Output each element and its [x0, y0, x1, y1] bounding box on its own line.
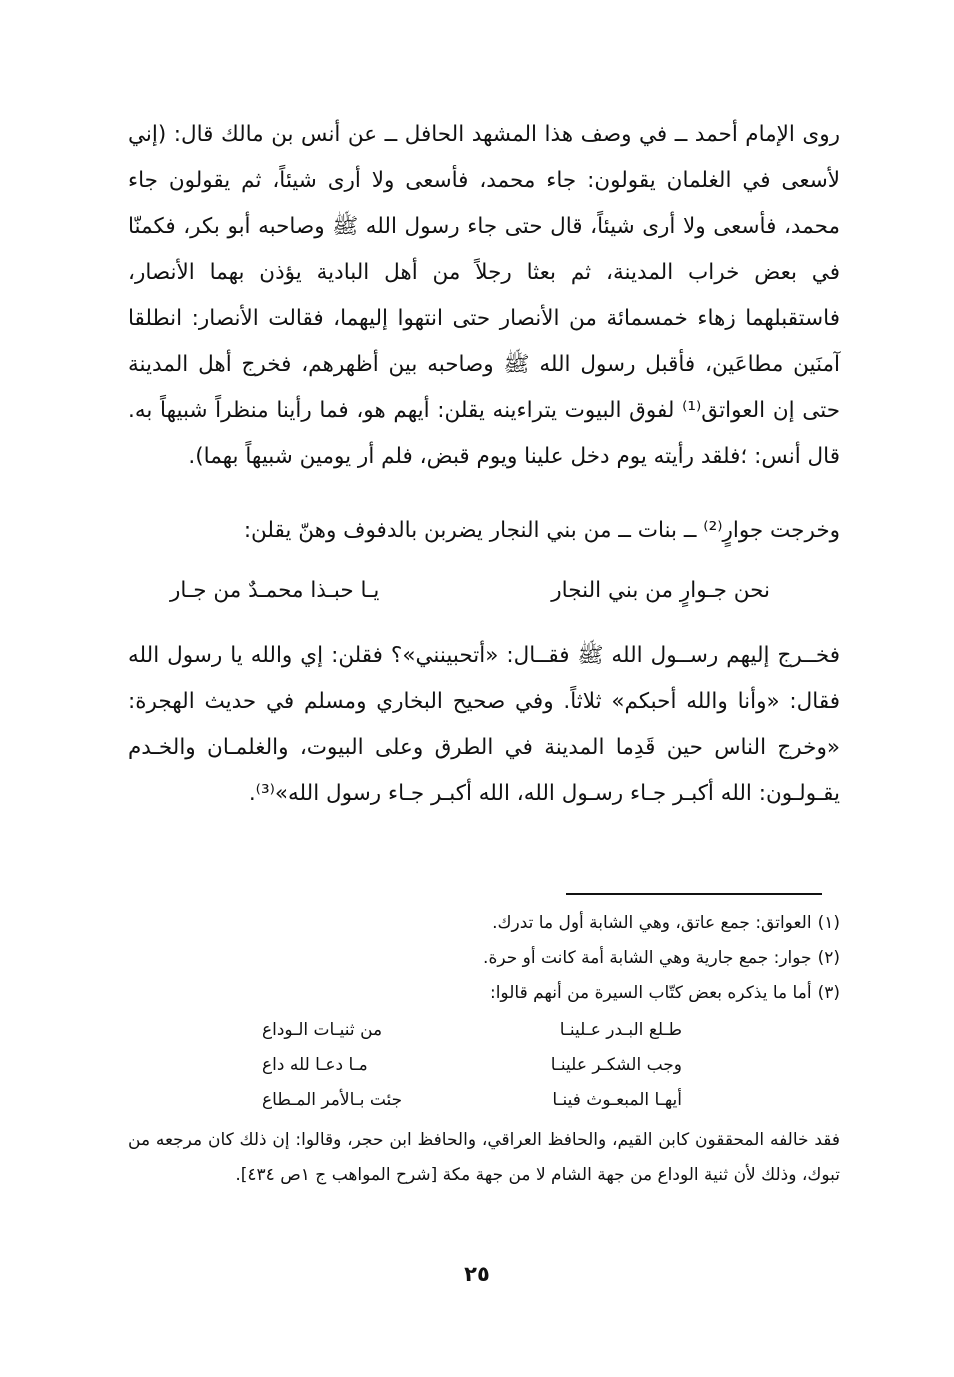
footnote-1-text: العواتق: جمع عاتق، وهي الشابة أول ما تدرك. — [492, 913, 812, 933]
footnote-1-number: (١) — [817, 913, 840, 933]
paragraph-prophet-response: فخــرج إليهم رســول الله ﷺ فقــال: «أتحبينني»؟ فقلن: إي والله يا رسول الله فقال: «وأنا والله أحبكم» ثلاثاً. وفي صحيح البخاري ومسلم في حديث الهجرة: «وخرج الناس حين قَدِما المدينة في الطرق وعلى البيوت، والغلمـان والخـدم يقـولـون: الله أكبـر جـاء رسـول الله، الله أكبـر جـاء رسول الله»⁽³⁾. — [128, 643, 840, 806]
paragraph-anas-narration: روى الإمام أحمد ــ في وصف هذا المشهد الحافل ــ عن أنس بن مالك قال: (إني لأسعى في الغلمان يقولون: جاء محمد، فأسعى ولا أرى شيئاً، ثم يقولون جاء محمد، فأسعى ولا أرى شيئاً، قال حتى جاء رسول الله ﷺ وصاحبه أبو بكر، فكمنّا في بعض خراب المدينة، ثم بعثا رجلاً من أهل البادية يؤذن بهما الأنصار، فاستقبلهما زهاء خمسمائة من الأنصار حتى انتهوا إليهما، فقالت الأنصار: انطلقا آمنَين مطاعَين، فأقبل رسول الله ﷺ وصاحبه بين أظهرهم، فخرج أهل المدينة حتى إن العواتق⁽¹⁾ لفوق البيوت يتراءينه يقلن: أيهم هو، فما رأينا منظراً شبيهاً به. قال أنس: ؛فلقد رأيته يوم دخل علينا ويوم قبض، فلم أر يومين شبيهاً بهما). — [128, 122, 840, 469]
footnote-2 — [128, 941, 840, 976]
footnote-verse-first-half: طـلع البـدر عـلينـا — [559, 1020, 682, 1040]
paragraph-girls-of-najjar: وخرجت جوارٍ⁽²⁾ ــ بنات ــ من بني النجار يضربن بالدفوف وهنّ يقلن: — [243, 518, 840, 543]
footnote-verse-first-half: وجب الشكـر علينـا — [550, 1055, 682, 1075]
verse-second-half: يـا حبـذا محمـدٌ من جـار — [170, 578, 380, 603]
footnote-verse-second-half: مـا دعـا لله داع — [262, 1055, 368, 1075]
footnote-1 — [128, 906, 840, 941]
footnote-3-continuation: فقد خالفه المحققون كابن القيم، والحافظ العراقي، والحافظ ابن حجر، وقالوا: إن ذلك كان مرجعه من تبوك، وذلك لأن ثنية الوداع من جهة الشام لا من جهة مكة [شرح المواهب ج ١ص ٤٣٤]. — [128, 1130, 840, 1185]
poem-verse — [170, 568, 770, 614]
footnote-poem — [262, 1013, 682, 1118]
footnote-verse — [262, 1083, 682, 1118]
footnote-3 — [128, 976, 840, 1011]
footnote-separator — [566, 893, 822, 895]
page-number: ٢٥ — [464, 1262, 490, 1286]
footnote-verse — [262, 1013, 682, 1048]
footnote-verse-first-half: أيهـا المبعـوث فينـا — [552, 1090, 682, 1110]
footnote-2-number: (٢) — [817, 948, 840, 968]
footnote-3-text: أما ما يذكره بعض كتّاب السيرة من أنهم قالوا: — [489, 983, 812, 1003]
footnote-verse — [262, 1048, 682, 1083]
verse-first-half: نحن جـوارٍ من بني النجار — [551, 578, 770, 603]
footnote-verse-second-half: جئت بـالأمر المـطاع — [262, 1090, 403, 1110]
footnote-verse-second-half: من ثنيـات الـوداع — [262, 1020, 383, 1040]
footnote-3-number: (٣) — [817, 983, 840, 1003]
footnote-2-text: جوار: جمع جارية وهي الشابة أمة كانت أو حرة. — [483, 948, 812, 968]
